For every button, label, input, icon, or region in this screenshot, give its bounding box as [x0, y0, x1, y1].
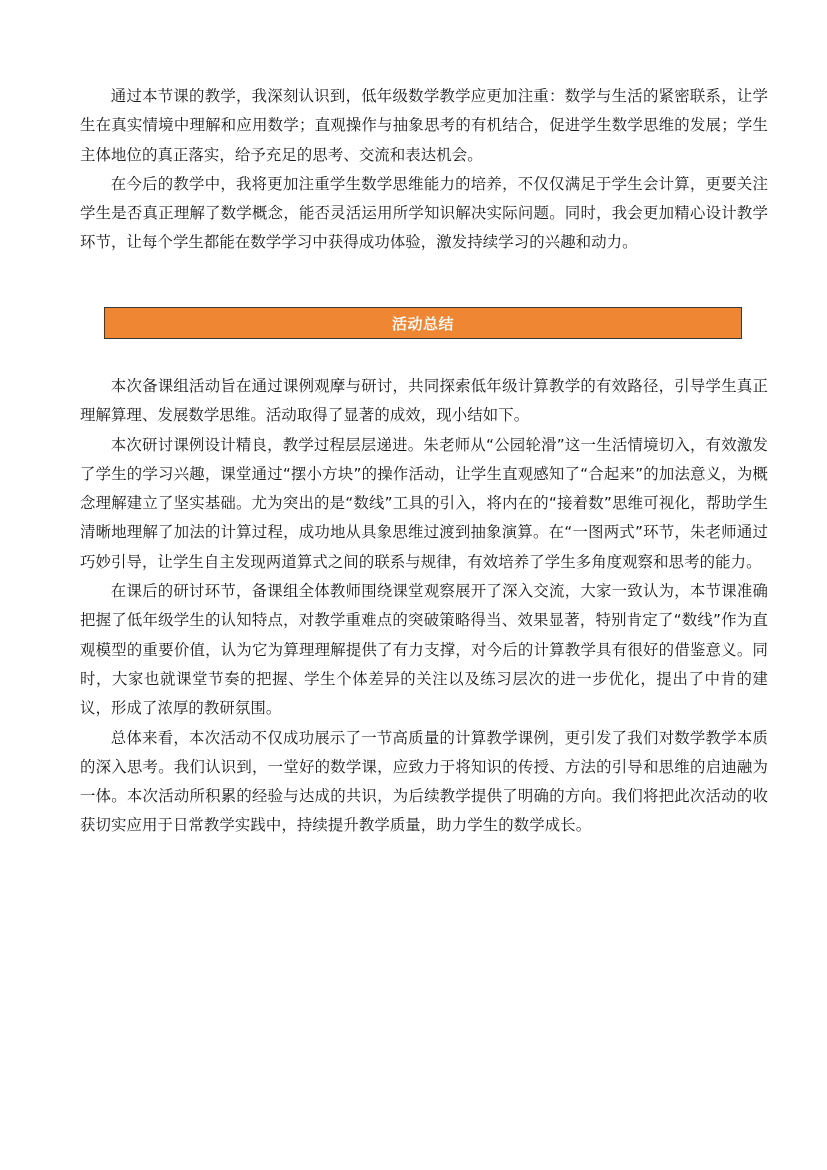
reflection-paragraph-2: 在今后的教学中，我将更加注重学生数学思维能力的培养，不仅仅满足于学生会计算，更要关注学生是否真正理解了数学概念，能否灵活运用所学知识解决实际问题。同时，我会更加精心设计教学环节，让每个学生都能在数学学习中获得成功体验，激发持续学习的兴趣和动力。 — [80, 174, 768, 252]
reflection-section — [80, 82, 768, 258]
summary-paragraph-4: 总体来看，本次活动不仅成功展示了一节高质量的计算教学课例，更引发了我们对数学教学本质的深入思考。我们认识到，一堂好的数学课，应致力于将知识的传授、方法的引导和思维的启迪融为一体。本次活动所积累的经验与达成的共识，为后续教学提供了明确的方向。我们将把此次活动的收获切实应用于日常教学实践中，持续提升教学质量，助力学生的数学成长。 — [80, 728, 768, 835]
summary-section — [80, 372, 768, 841]
summary-paragraph-2: 本次研讨课例设计精良，教学过程层层递进。朱老师从“公园轮滑”这一生活情境切入，有效激发了学生的学习兴趣，课堂通过“摆小方块”的操作活动，让学生直观感知了“合起来”的加法意义，为概念理解建立了坚实基础。尤为突出的是“数线”工具的引入，将内在的“接着数”思维可视化，帮助学生清晰地理解了加法的计算过程，成功地从具象思维过渡到抽象演算。在“一图两式”环节，朱老师通过巧妙引导，让学生自主发现两道算式之间的联系与规律，有效培养了学生多角度观察和思考的能力。 — [80, 435, 768, 571]
summary-paragraph-1: 本次备课组活动旨在通过课例观摩与研讨，共同探索低年级计算教学的有效路径，引导学生真正理解算理、发展数学思维。活动取得了显著的成效，现小结如下。 — [80, 377, 768, 425]
summary-paragraph-3: 在课后的研讨环节，备课组全体教师围绕课堂观察展开了深入交流，大家一致认为，本节课准确把握了低年级学生的认知特点，对教学重难点的突破策略得当、效果显著，特别肯定了“数线”作为直观模型的重要价值，认为它为算理理解提供了有力支撑，对今后的计算教学具有很好的借鉴意义。同时，大家也就课堂节奏的把握、学生个体差异的关注以及练习层次的进一步优化，提出了中肯的建议，形成了浓厚的教研氛围。 — [80, 582, 768, 718]
reflection-paragraph-1: 通过本节课的教学，我深刻认识到，低年级数学教学应更加注重：数学与生活的紧密联系，让学生在真实情境中理解和应用数学；直观操作与抽象思考的有机结合，促进学生数学思维的发展；学生主体地位的真正落实，给予充足的思考、交流和表达机会。 — [80, 87, 768, 164]
section-banner — [104, 307, 742, 339]
section-title: 活动总结 — [391, 314, 454, 333]
